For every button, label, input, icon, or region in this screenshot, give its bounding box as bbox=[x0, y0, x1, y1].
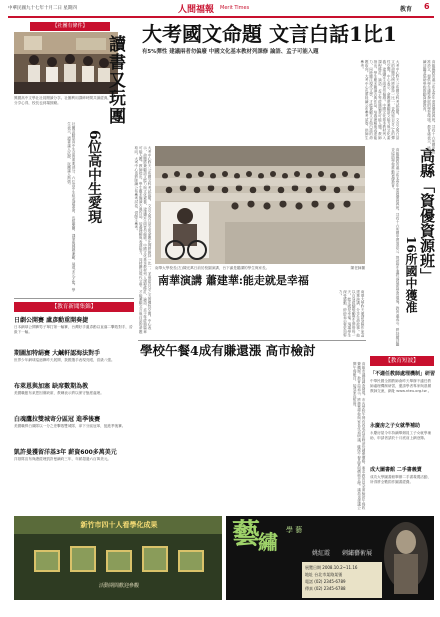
brief-title: 期圖加特絹賽 大鹹軒認海法對手 bbox=[14, 350, 101, 357]
right-feature-body-2: 高雄縣教育處公布本學年度資優資源班，共有十六所國中獲准設立，提供學生適性發展的學習環境。教育處表示，將持續評鑑並協助學校推動資優教育。 bbox=[391, 148, 400, 346]
sidebar-list bbox=[370, 370, 434, 510]
ad-right-big-char-2: 繡 bbox=[258, 530, 278, 554]
brief-item bbox=[14, 448, 134, 477]
ad-right-small-title: 學 藝 bbox=[286, 526, 303, 534]
ad-right-big-char: 藝 bbox=[232, 517, 261, 550]
briefs-label: 【教育新聞集錦】 bbox=[14, 302, 134, 312]
header-section: 教育 bbox=[400, 6, 413, 13]
ad-left-title: 新竹市四十人看學化成果 bbox=[80, 521, 158, 529]
ad-right-artist: 姚紅霞 bbox=[312, 550, 331, 557]
header-page-number: 6 bbox=[424, 2, 430, 11]
ad-right-info-row: 展覽日期 2008.10.2~11.16 bbox=[305, 565, 358, 570]
lecture-photo-caption: 南華大學校長(左)陳光萬日前於校園演講，台下滿是聽講的學生與家長。 bbox=[155, 266, 270, 270]
brief-item bbox=[14, 415, 134, 444]
sidebar-item-body: 永慶房屋今年持續舉辦員工子女就學補助，申請者請於十月底前上網登錄。 bbox=[370, 431, 432, 440]
bottom-story-body: 高雄市議員調查發現，市內學校午餐有四成有盈餘卻仍調漲價格，要求教育局全面檢討午餐收費機制。教育局表示，將邀集學校與家長代表研議，確保午餐品質與價格合理。議員也建議公開午餐帳目，接受家長監督。 bbox=[353, 362, 366, 510]
ad-right bbox=[226, 516, 434, 600]
briefs-list bbox=[14, 316, 134, 514]
sidebar-item-body: 成功大學圖書館舉辦二手書義賣活動，所得將全數捐作圖書經費。 bbox=[370, 475, 432, 484]
sidebar-item bbox=[370, 422, 434, 463]
sidebar-item-title: 成大圖書館 二手書義賣 bbox=[370, 467, 422, 473]
brief-item bbox=[14, 382, 134, 411]
left-feature-caption: 興國高中文學社社員閱讀分享。社團利用課餘時間共讀經典，並分享心得，校長也到場鼓勵。 bbox=[14, 96, 115, 105]
main-body: 大考中心昨天公布國文科考試說明，文言文與白話文的命題比例將維持一比一，並保留百分之五的彈性空間。中心表示，命題將兼顧語文能力與文化素養，建議學生兩者勿偏廢。中國文化基本教材列入課程修訂，論語、孟子等經典篇章可能入題。教師指出，學生應多閱讀古典作品，培養理解與表達能力，同時關注現代文學，才能兼顧文言與白話的命題取向。大考中心也將陸續公布參考試卷，供師生參考。 bbox=[360, 60, 400, 140]
left-feature-label: 【社團有條件】 bbox=[30, 22, 110, 31]
ad-left-body: 活動期間歡迎參觀 bbox=[98, 583, 139, 589]
sidebar-item bbox=[370, 370, 434, 419]
ad-left bbox=[14, 516, 222, 600]
ad-right-info-row: 電話 (02) 2345-6789 bbox=[305, 579, 346, 584]
ad-right-info-row: 傳真 (02) 2345-6788 bbox=[305, 586, 346, 591]
page-header bbox=[8, 2, 434, 16]
sidebar-item-body: 中華民國全國教師會昨天舉辦不適任教師處理機制研習，邀請學者專家與基層教師交流，網址 www.nteu.org.tw 。 bbox=[370, 379, 432, 393]
left-feature-body: 社團活動是高中生活的重要部分，六位高中生組成讀書會，也組樂團，課業與興趣兼顧，展現多元才能。學生表示，讀書讓人沉靜，玩團讓人熱情。 bbox=[67, 122, 76, 292]
ad-right-info-row: 地址 台北市某路某號 bbox=[305, 572, 343, 577]
left-feature-subtitle: 6位高中生愛現 bbox=[86, 130, 102, 224]
ad-right-subtitle: 刺繡藝術展 bbox=[342, 550, 373, 557]
brief-body: 洋基隊宣布與總經理凱許曼續約三年，年薪超過六百萬美元。 bbox=[14, 457, 112, 461]
sidebar-item-title: 永慶房之子女就學補助 bbox=[370, 423, 421, 429]
brief-title: 凱許曼獲留洋基3年 薪資600多萬美元 bbox=[14, 449, 117, 456]
brief-item bbox=[14, 316, 134, 345]
header-logo: 人間福報 bbox=[178, 5, 215, 15]
brief-title: 白魂鷹拉雙城寄分區冠 進季後賽 bbox=[14, 416, 101, 423]
right-feature-subtitle: 16所國中獲准 bbox=[404, 236, 418, 313]
lecture-photo bbox=[155, 146, 365, 264]
left-divider bbox=[14, 298, 134, 299]
brief-body: 世界少年網球巡迴賽昨天展開，我國選手表現亮眼，晉級八強。 bbox=[14, 358, 115, 362]
lecture-headline: 南華演講 蕭建華:能走就是幸福 bbox=[158, 274, 309, 287]
bottom-story-headline: 學校午餐4成有賺還漲 高市檢討 bbox=[140, 343, 316, 358]
brief-body: 美國職棒白襪隊以一分之差擊敗雙城隊，拿下分區冠軍，挺進季後賽。 bbox=[14, 424, 126, 428]
main-subhead: 有5%彈性 建議兩者勿偏廢 中國文化基本教材列課修 論語、孟子可能入題 bbox=[142, 49, 319, 55]
left-feature-title: 讀書又玩團 bbox=[105, 35, 125, 125]
header-rule bbox=[8, 16, 434, 18]
ad-right-info bbox=[302, 562, 382, 598]
brief-title: 日劇公開賽 盧彥勳重開奏捷 bbox=[14, 317, 89, 324]
brief-body: 日本網球公開賽男子單打第一輪賽，台灣好手盧彥勳以直落二擊敗對手，晉級下一輪。 bbox=[14, 325, 133, 334]
main-headline: 大考國文命題 文言白話1比1 bbox=[142, 22, 397, 46]
bottom-story-rule bbox=[138, 340, 366, 341]
header-date: 中華民國九十七年十月二日 星期四 bbox=[8, 6, 77, 11]
header-logo-en: Merit Times bbox=[220, 5, 250, 11]
brief-body: 美國職籃布萊恩因傷缺席，教練表示將以保守態度處理。 bbox=[14, 391, 104, 395]
sidebar-label: 【教育短波】 bbox=[370, 356, 434, 366]
right-feature-body: 高雄縣教育處公布本學年度資優資源班，共有十六所國中獲准設立，提供學生適性發展的學習環境。教育處表示，將持續評鑑並協助學校推動資優教育。 bbox=[423, 60, 436, 154]
sidebar-item-title: 「不適任教師處理機制」研習 bbox=[370, 371, 436, 377]
center-left-body: 大考中心昨天公布國文科考試說明，文言文與白話文的命題比例將維持一比一，並保留百分之五的彈性空間。中心表示，命題將兼顧語文能力與文化素養，建議學生兩者勿偏廢。中國文化基本教材列入課程修訂，論語、孟子等經典篇章可能入題。教師指出，學生應多閱讀古典作品，培養理解與表達能力，同時關注現代文學，才能兼顧文言與白話的命題取向。大考中心也將陸續公布參考試卷，供師生參考。 bbox=[134, 146, 152, 334]
brief-title: 布萊恩與加塞 缺席數期為教 bbox=[14, 383, 89, 390]
lecture-photo-credit: 陳老師攝 bbox=[350, 266, 365, 270]
sidebar-item bbox=[370, 466, 434, 507]
right-feature-title: 高縣「資優資源班」 bbox=[418, 148, 436, 283]
lecture-body: 南華大學昨天邀請身障作家蕭建華演講，分享生命故事。他以自身經驗勉勵學生珍惜每一天，能走就是幸福。現場學生深受感動，紛紛表示要更加努力。 bbox=[338, 290, 365, 337]
brief-item bbox=[14, 349, 134, 378]
